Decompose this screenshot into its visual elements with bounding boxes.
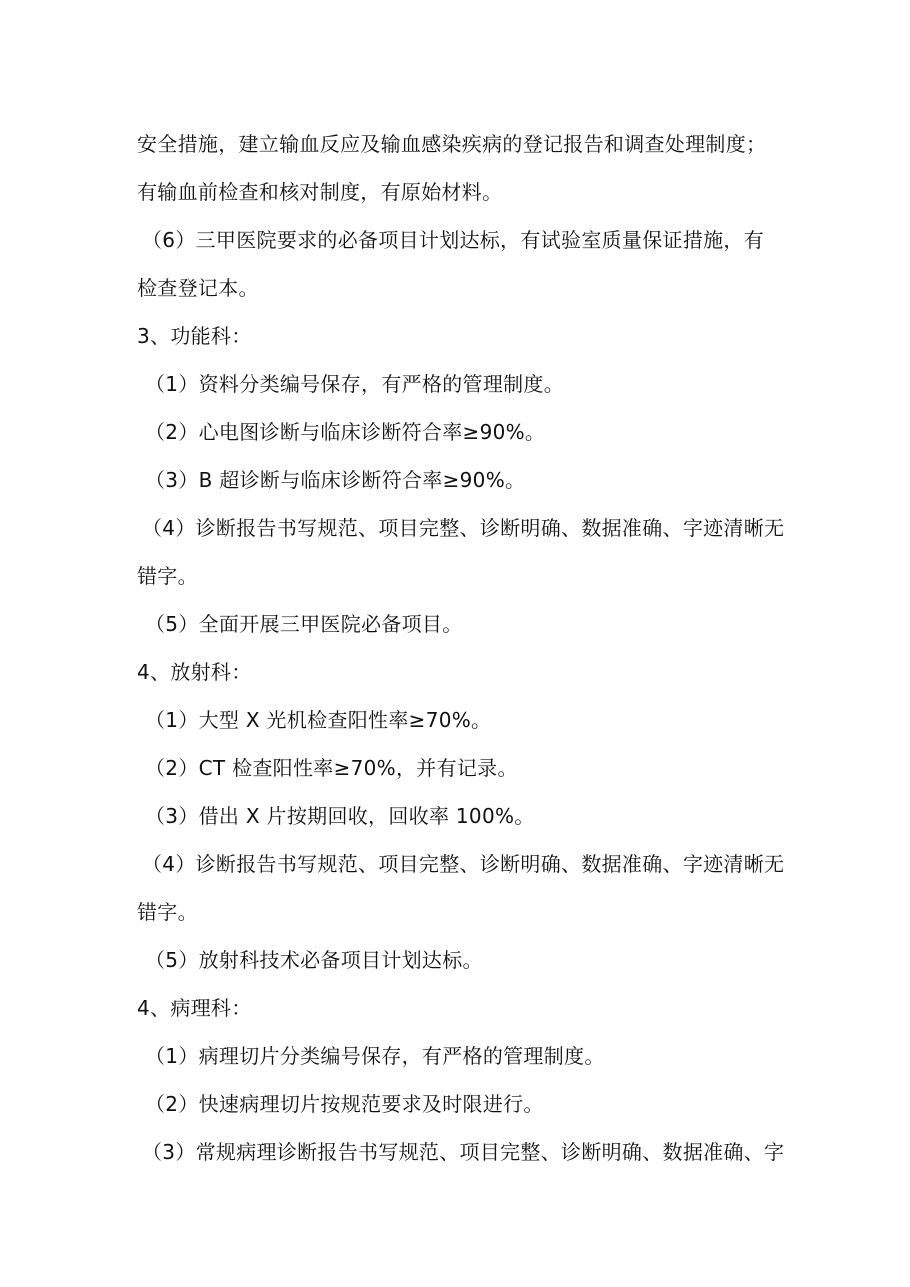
list-item: （4）诊断报告书写规范、项目完整、诊断明确、数据准确、字迹清晰无 <box>142 852 785 876</box>
body-text-line: 错字。 <box>137 900 198 924</box>
list-item: （2）快速病理切片按规范要求及时限进行。 <box>145 1092 544 1116</box>
body-text-line: 有输血前检查和核对制度，有原始材料。 <box>137 180 503 204</box>
list-item: （1）资料分类编号保存，有严格的管理制度。 <box>145 372 565 396</box>
body-text-line: 安全措施，建立输血反应及输血感染疾病的登记报告和调查处理制度； <box>137 132 767 156</box>
section-heading: 4、病理科： <box>137 996 252 1020</box>
list-item: （3）B 超诊断与临床诊断符合率≥90%。 <box>145 468 526 492</box>
list-item: （5）放射科技术必备项目计划达标。 <box>145 948 483 972</box>
body-text-line: 错字。 <box>137 564 198 588</box>
section-heading: 3、功能科： <box>137 324 252 348</box>
list-item: （6）三甲医院要求的必备项目计划达标，有试验室质量保证措施，有 <box>142 228 765 252</box>
list-item: （1）大型 X 光机检查阳性率≥70%。 <box>145 708 492 732</box>
list-item: （4）诊断报告书写规范、项目完整、诊断明确、数据准确、字迹清晰无 <box>142 516 785 540</box>
list-item: （2）CT 检查阳性率≥70%，并有记录。 <box>145 756 518 780</box>
list-item: （2）心电图诊断与临床诊断符合率≥90%。 <box>145 420 546 444</box>
list-item: （3）常规病理诊断报告书写规范、项目完整、诊断明确、数据准确、字 <box>142 1140 785 1164</box>
list-item: （1）病理切片分类编号保存，有严格的管理制度。 <box>145 1044 605 1068</box>
list-item: （5）全面开展三甲医院必备项目。 <box>145 612 463 636</box>
list-item: （3）借出 X 片按期回收，回收率 100%。 <box>145 804 535 828</box>
body-text-line: 检查登记本。 <box>137 276 259 300</box>
section-heading: 4、放射科： <box>137 660 252 684</box>
